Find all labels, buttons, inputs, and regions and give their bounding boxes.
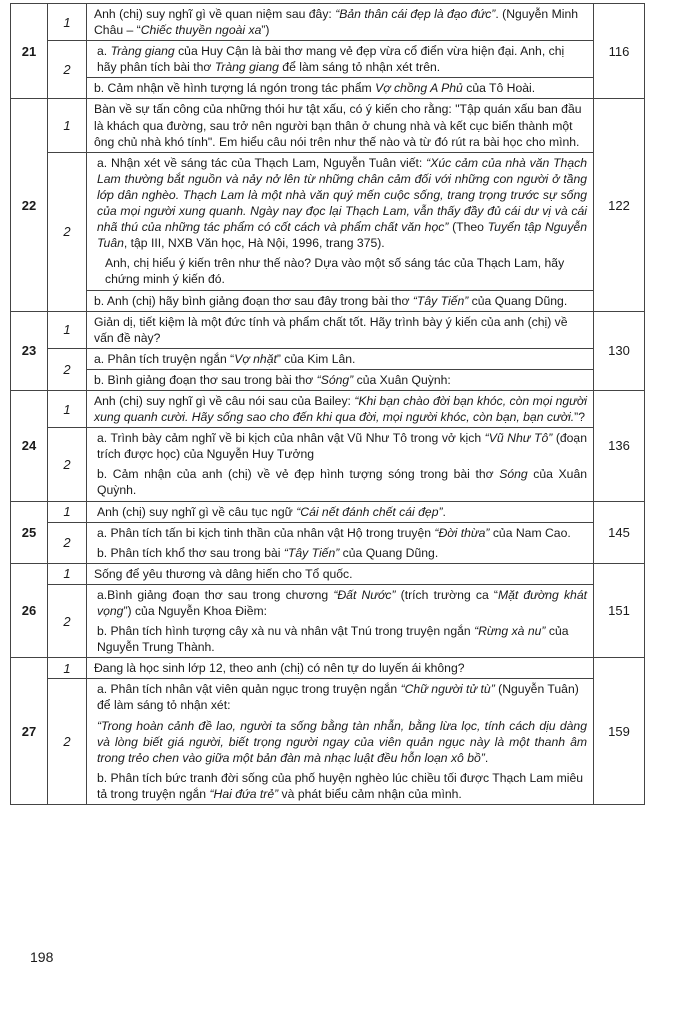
page-number: 198	[30, 949, 54, 965]
table-row	[11, 99, 645, 152]
sub-number: 2	[48, 584, 87, 657]
topic-number: 24	[11, 390, 48, 501]
table-row	[11, 679, 645, 805]
question-cell: Anh (chị) suy nghĩ gì về câu tục ngữ “Cái nết đánh chết cái đẹp”.	[87, 501, 594, 522]
question-cell: Anh (chị) suy nghĩ gì về câu nói sau của Bailey: “Khi bạn chào đời bạn khóc, còn mọi người xung quanh cười. Hãy sống sao cho đến khi qua đời, mọi người khóc, còn bạn, bạn cười.”?	[87, 390, 594, 427]
page-ref: 145	[594, 501, 645, 563]
page-ref: 116	[594, 4, 645, 99]
sub-number: 2	[48, 679, 87, 805]
sub-number: 1	[48, 501, 87, 522]
question-cell: Bàn về sự tấn công của những thói hư tật xấu, có ý kiến cho rằng: "Tập quán xấu ban đầu là khách qua đường, sau trở nên người bạn thân ở chung nhà và kết cục biến thành một ông chủ nhà khó tính". Em hiểu câu nói trên như thế nào và từ đó rút ra bài học cho mình.	[87, 99, 594, 152]
topic-number: 27	[11, 658, 48, 805]
topic-number: 22	[11, 99, 48, 311]
topic-number: 25	[11, 501, 48, 563]
sub-number: 1	[48, 4, 87, 41]
question-cell: Đang là học sinh lớp 12, theo anh (chị) có nên tự do luyến ái không?	[87, 658, 594, 679]
table-row	[11, 41, 645, 99]
table-row	[11, 348, 645, 390]
topic-number: 26	[11, 563, 48, 657]
sub-number: 2	[48, 152, 87, 311]
sub-number: 1	[48, 390, 87, 427]
question-cell: a. Phân tích nhân vật viên quản ngục trong truyện ngắn “Chữ người tử tù” (Nguyễn Tuân) để làm sáng tỏ nhận xét: “Trong hoàn cảnh đề lao, người ta sống bằng tàn nhẫn, bằng lừa lọc, tính cách dịu dàng và lòng biết giá người, biết trọng người ngay của viên quản ngục này là một thanh âm trong trẻo chen vào giữa một bản đàn mà nhạc luật đều hỗn loạn xô bồ”. b. Phân tích bức tranh đời sống của phố huyện nghèo lúc chiều tối được Thạch Lam miêu tả trong truyện ngắn “Hai đứa trẻ” và phát biểu cảm nhận của mình.	[87, 679, 594, 805]
question-cell: a. Phân tích tấn bi kịch tinh thần của nhân vật Hộ trong truyện “Đời thừa” của Nam Cao. b. Phân tích khổ thơ sau trong bài “Tây Tiến” của Quang Dũng.	[87, 522, 594, 563]
table-row	[11, 4, 645, 41]
table-row	[11, 390, 645, 427]
question-cell: a. Nhận xét về sáng tác của Thạch Lam, Nguyễn Tuân viết: “Xúc cảm của nhà văn Thạch Lam thường bắt nguồn và nảy nở lên từ những chân cảm đối với những con người ở tầng lớp dân nghèo. Thạch Lam là một nhà văn quý mến cuộc sống, trang trọng trước sự sống của mọi người xung quanh. Ngày nay đọc lại Thạch Lam, vẫn thấy đầy đủ cái dư vị và cái nhã thú của những tác phẩm có cốt cách và phẩm chất văn học” (Theo Tuyển tập Nguyễn Tuân, tập III, NXB Văn học, Hà Nội, 1996, trang 375). Anh, chị hiểu ý kiến trên như thế nào? Dựa vào một số sáng tác của Thạch Lam, hãy chứng minh ý kiến đó. b. Anh (chị) hãy bình giảng đoạn thơ sau đây trong bài thơ “Tây Tiến” của Quang Dũng.	[87, 152, 594, 311]
page-ref: 151	[594, 563, 645, 657]
question-cell: a.Bình giảng đoạn thơ sau trong chương “Đất Nước” (trích trường ca “Mặt đường khát vọng”) của Nguyễn Khoa Điềm: b. Phân tích hình tượng cây xà nu và nhân vật Tnú trong truyện ngắn “Rừng xà nu” của Nguyễn Trung Thành.	[87, 584, 594, 657]
table-row	[11, 311, 645, 348]
table-row	[11, 501, 645, 522]
table-row	[11, 522, 645, 563]
sub-number: 1	[48, 311, 87, 348]
sub-number: 2	[48, 41, 87, 99]
topic-number: 21	[11, 4, 48, 99]
question-cell: Anh (chị) suy nghĩ gì về quan niệm sau đây: “Bản thân cái đẹp là đạo đức”. (Nguyễn Minh Châu – “Chiếc thuyền ngoài xa”)	[87, 4, 594, 41]
sub-number: 2	[48, 348, 87, 390]
question-cell: Giản dị, tiết kiệm là một đức tính và phẩm chất tốt. Hãy trình bày ý kiến của anh (chị) về vấn đề này?	[87, 311, 594, 348]
topic-number: 23	[11, 311, 48, 390]
table-row	[11, 658, 645, 679]
sub-number: 1	[48, 99, 87, 152]
sub-number: 1	[48, 658, 87, 679]
question-cell: a. Tràng giang của Huy Cận là bài thơ mang vẻ đẹp vừa cổ điển vừa hiện đại. Anh, chị hãy phân tích bài thơ Tràng giang để làm sáng tỏ nhận xét trên. b. Cảm nhận về hình tượng lá ngón trong tác phẩm Vợ chồng A Phủ của Tô Hoài.	[87, 41, 594, 99]
page-ref: 159	[594, 658, 645, 805]
sub-number: 2	[48, 522, 87, 563]
sub-number: 1	[48, 563, 87, 584]
page-ref: 122	[594, 99, 645, 311]
page-ref: 130	[594, 311, 645, 390]
question-cell: a. Phân tích truyện ngắn “Vợ nhặt” của Kim Lân. b. Bình giảng đoạn thơ sau trong bài thơ “Sóng” của Xuân Quỳnh:	[87, 348, 594, 390]
table-row	[11, 563, 645, 584]
sub-number: 2	[48, 428, 87, 501]
table-row	[11, 428, 645, 501]
question-cell: Sống để yêu thương và dâng hiến cho Tổ quốc.	[87, 563, 594, 584]
table-row	[11, 584, 645, 657]
index-table	[10, 3, 645, 805]
table-row	[11, 152, 645, 311]
question-cell: a. Trình bày cảm nghĩ về bi kịch của nhân vật Vũ Như Tô trong vở kịch “Vũ Như Tô” (đoạn trích được học) của Nguyễn Huy Tưởng b. Cảm nhận của anh (chị) về vẻ đẹp hình tượng sóng trong bài thơ Sóng của Xuân Quỳnh.	[87, 428, 594, 501]
page-ref: 136	[594, 390, 645, 501]
